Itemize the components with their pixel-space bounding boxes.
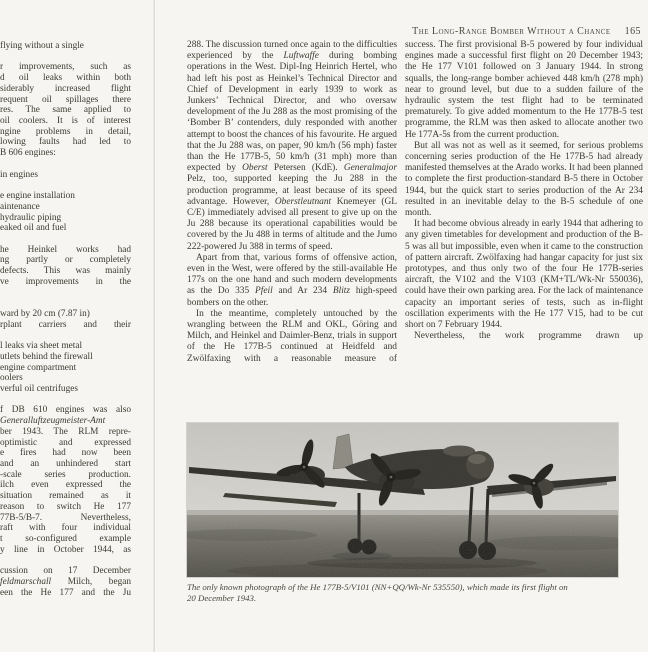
- chapter-title: The Long-Range Bomber Without a Chance: [412, 26, 611, 37]
- paragraph: 288. The discussion turned once again to the difficulties experienced by the Luftwaffe during bombing operations in the West. Dipl-Ing Heinrich Hertel, who had left his post as Heinkel’s Technical Director and Chief of Development in early 1939 to work as Junkers’ Technical Director, and who oversaw development of the Ju 288 as the most promising of the ‘Bomber B’ contenders, duly responded with another attempt to boost the chances of his favourite. He argued that the Ju 288 was, on paper, 90 km/h (56 mph) faster than the He 177B-5, 50 km/h (31 mph) more than expected by Oberst Petersen (KdE). Generalmajor Pelz, too, supported keeping the Ju 288 in the production programme, at least because of its speed advantage. However, Oberstleutnant Knemeyer (GL C/E) immediately advised all present to give up on the Ju 288 because its operational capabilities would be covered by the Ju 488 in terms of altitude and the Jumo 222-powered Ju 388 in terms of speed.: [187, 40, 397, 252]
- text-line: rplant carriers and their: [0, 319, 131, 330]
- text-line: [0, 52, 131, 63]
- text-line: utlets behind the firewall: [0, 351, 93, 362]
- text-column-right: [405, 40, 643, 342]
- text-line: oolers: [0, 373, 23, 384]
- text-line: aintenance: [0, 201, 40, 212]
- text-line: f DB 610 engines was also: [0, 405, 131, 416]
- text-line: e fires had now been: [0, 448, 131, 459]
- text-line: [0, 159, 131, 170]
- text-line: situation remained as it: [0, 491, 131, 502]
- text-line: ngine problems in detail,: [0, 126, 131, 137]
- text-line: -scale series production.: [0, 469, 131, 480]
- paragraph: It had become obvious already in early 1944 that adhering to any given timetables for development and production of the B-5 was all but impossible, even when it came to the construction of pattern aircraft. Zwölfaxing had hangar capacity for just six prototypes, and thus only two of the four He 177B-series aircraft, the V102 and the V103 (KM+TL/Wk-Nr 550036), could have their own parking area. For the lack of maintenance capacity an important series of tests, such as in-flight oscillation experiments with the He 177 V15, had to be cut short on 7 February 1944.: [405, 219, 643, 331]
- text-line: ng partly or completely: [0, 255, 131, 266]
- aircraft-photo: [187, 423, 618, 577]
- text-line: ilch even expressed the: [0, 480, 131, 491]
- text-line: eaked oil and fuel: [0, 223, 67, 234]
- text-line: hydraulic piping: [0, 212, 62, 223]
- text-line: raft with four individual: [0, 523, 131, 534]
- text-line: he Heinkel works had: [0, 244, 131, 255]
- paragraph: But all was not as well as it seemed, for serious problems concerning series production of the He 177B-5 had already manifested themselves at the Arado works. It had been planned to complete the first production-standard B-5 there in October 1944, but the quick start to series production of the Ar 234 resulted in an inevitable delay to the B-5 schedule of one month.: [405, 140, 643, 219]
- text-line: cussion on 17 December: [0, 566, 131, 577]
- text-line: l leaks via sheet metal: [0, 341, 83, 352]
- text-line: verful oil centrifuges: [0, 384, 78, 394]
- text-line: d oil leaks within both: [0, 73, 131, 84]
- text-line: 77B-5/B-7. Nevertheless,: [0, 512, 131, 523]
- left-page-text-fragment: [0, 41, 131, 598]
- text-line: ve improvements in the: [0, 276, 131, 287]
- text-line: [0, 288, 131, 299]
- text-line: flying without a single: [0, 41, 84, 51]
- text-line: t so-configured example: [0, 534, 131, 545]
- text-line: lowing faults had led to: [0, 137, 131, 148]
- running-head: [412, 26, 641, 37]
- paragraph: success. The first provisional B-5 powered by four individual engines made a successful first flight on 20 December 1943; the He 177 V101 followed on 3 January 1944. In strong squalls, the long-range bomber achieved 448 km/h (278 mph) near to ground level, but due to a sudden failure of the hydraulic system the test flight had to be terminated prematurely. To give added momentum to the He 177B-5 test programme, the RLM was then asked to allocate another two He 177A-5s from the current production.: [405, 40, 643, 140]
- text-line: [0, 556, 131, 567]
- page-gutter-crease: [153, 0, 156, 652]
- text-line: [0, 180, 131, 191]
- page-number: 165: [624, 26, 641, 37]
- paragraph: Nevertheless, the work programme drawn up: [414, 331, 643, 342]
- text-line: The only known photograph of the He 177B-5/V101 (NN+QQ/Wk-Nr 535550), which made its first flight on: [187, 582, 568, 592]
- text-line: reason to switch He 177: [0, 501, 131, 512]
- paragraph: In the meantime, completely untouched by the wrangling between the RLM and OKL, Göring and Milch, and Heinkel and Daimler-Benz, trials in support of the He 177B-5 continued at Heidfeld and Zwölfaxing with a reasonable measure of: [187, 308, 397, 364]
- text-line: r improvements, such as: [0, 62, 131, 73]
- text-line: [0, 395, 131, 406]
- text-line: B 606 engines:: [0, 148, 56, 159]
- text-line: engine compartment: [0, 362, 77, 373]
- text-column-left: [187, 40, 397, 365]
- text-line: ber 1943. The RLM repre-: [0, 426, 131, 437]
- text-line: [0, 298, 131, 309]
- text-line: res. The same applied to: [0, 105, 131, 116]
- text-line: in engines: [0, 169, 38, 180]
- text-line: 20 December 1943.: [187, 592, 257, 603]
- text-line: oil coolers. It is of interest: [0, 116, 131, 127]
- photo-caption: [187, 582, 617, 603]
- text-line: ward by 20 cm (7.87 in): [0, 308, 90, 319]
- paragraph: Apart from that, various forms of offensive action, even in the West, were offered by the still-available He 177s on the one hand and such modern developments as the Do 335 Pfeil and Ar 234 Blitz high-speed bombers on the other.: [187, 252, 397, 308]
- text-line: e engine installation: [0, 191, 75, 202]
- text-line: [0, 330, 131, 341]
- text-line: Generalluftzeugmeister-Amt: [0, 416, 106, 427]
- text-line: een the He 177 and the Ju: [0, 587, 131, 598]
- photo-figure: [187, 423, 618, 577]
- text-line: requent oil spillages there: [0, 94, 131, 105]
- text-line: optimistic and expressed: [0, 437, 131, 448]
- text-line: y line in October 1944, as: [0, 544, 131, 555]
- text-line: and an unhindered start: [0, 459, 131, 470]
- text-line: [0, 234, 131, 245]
- text-line: defects. This was mainly: [0, 266, 131, 277]
- text-line: feldmarschall Milch, began: [0, 576, 131, 587]
- text-line: siderably increased flight: [0, 83, 131, 94]
